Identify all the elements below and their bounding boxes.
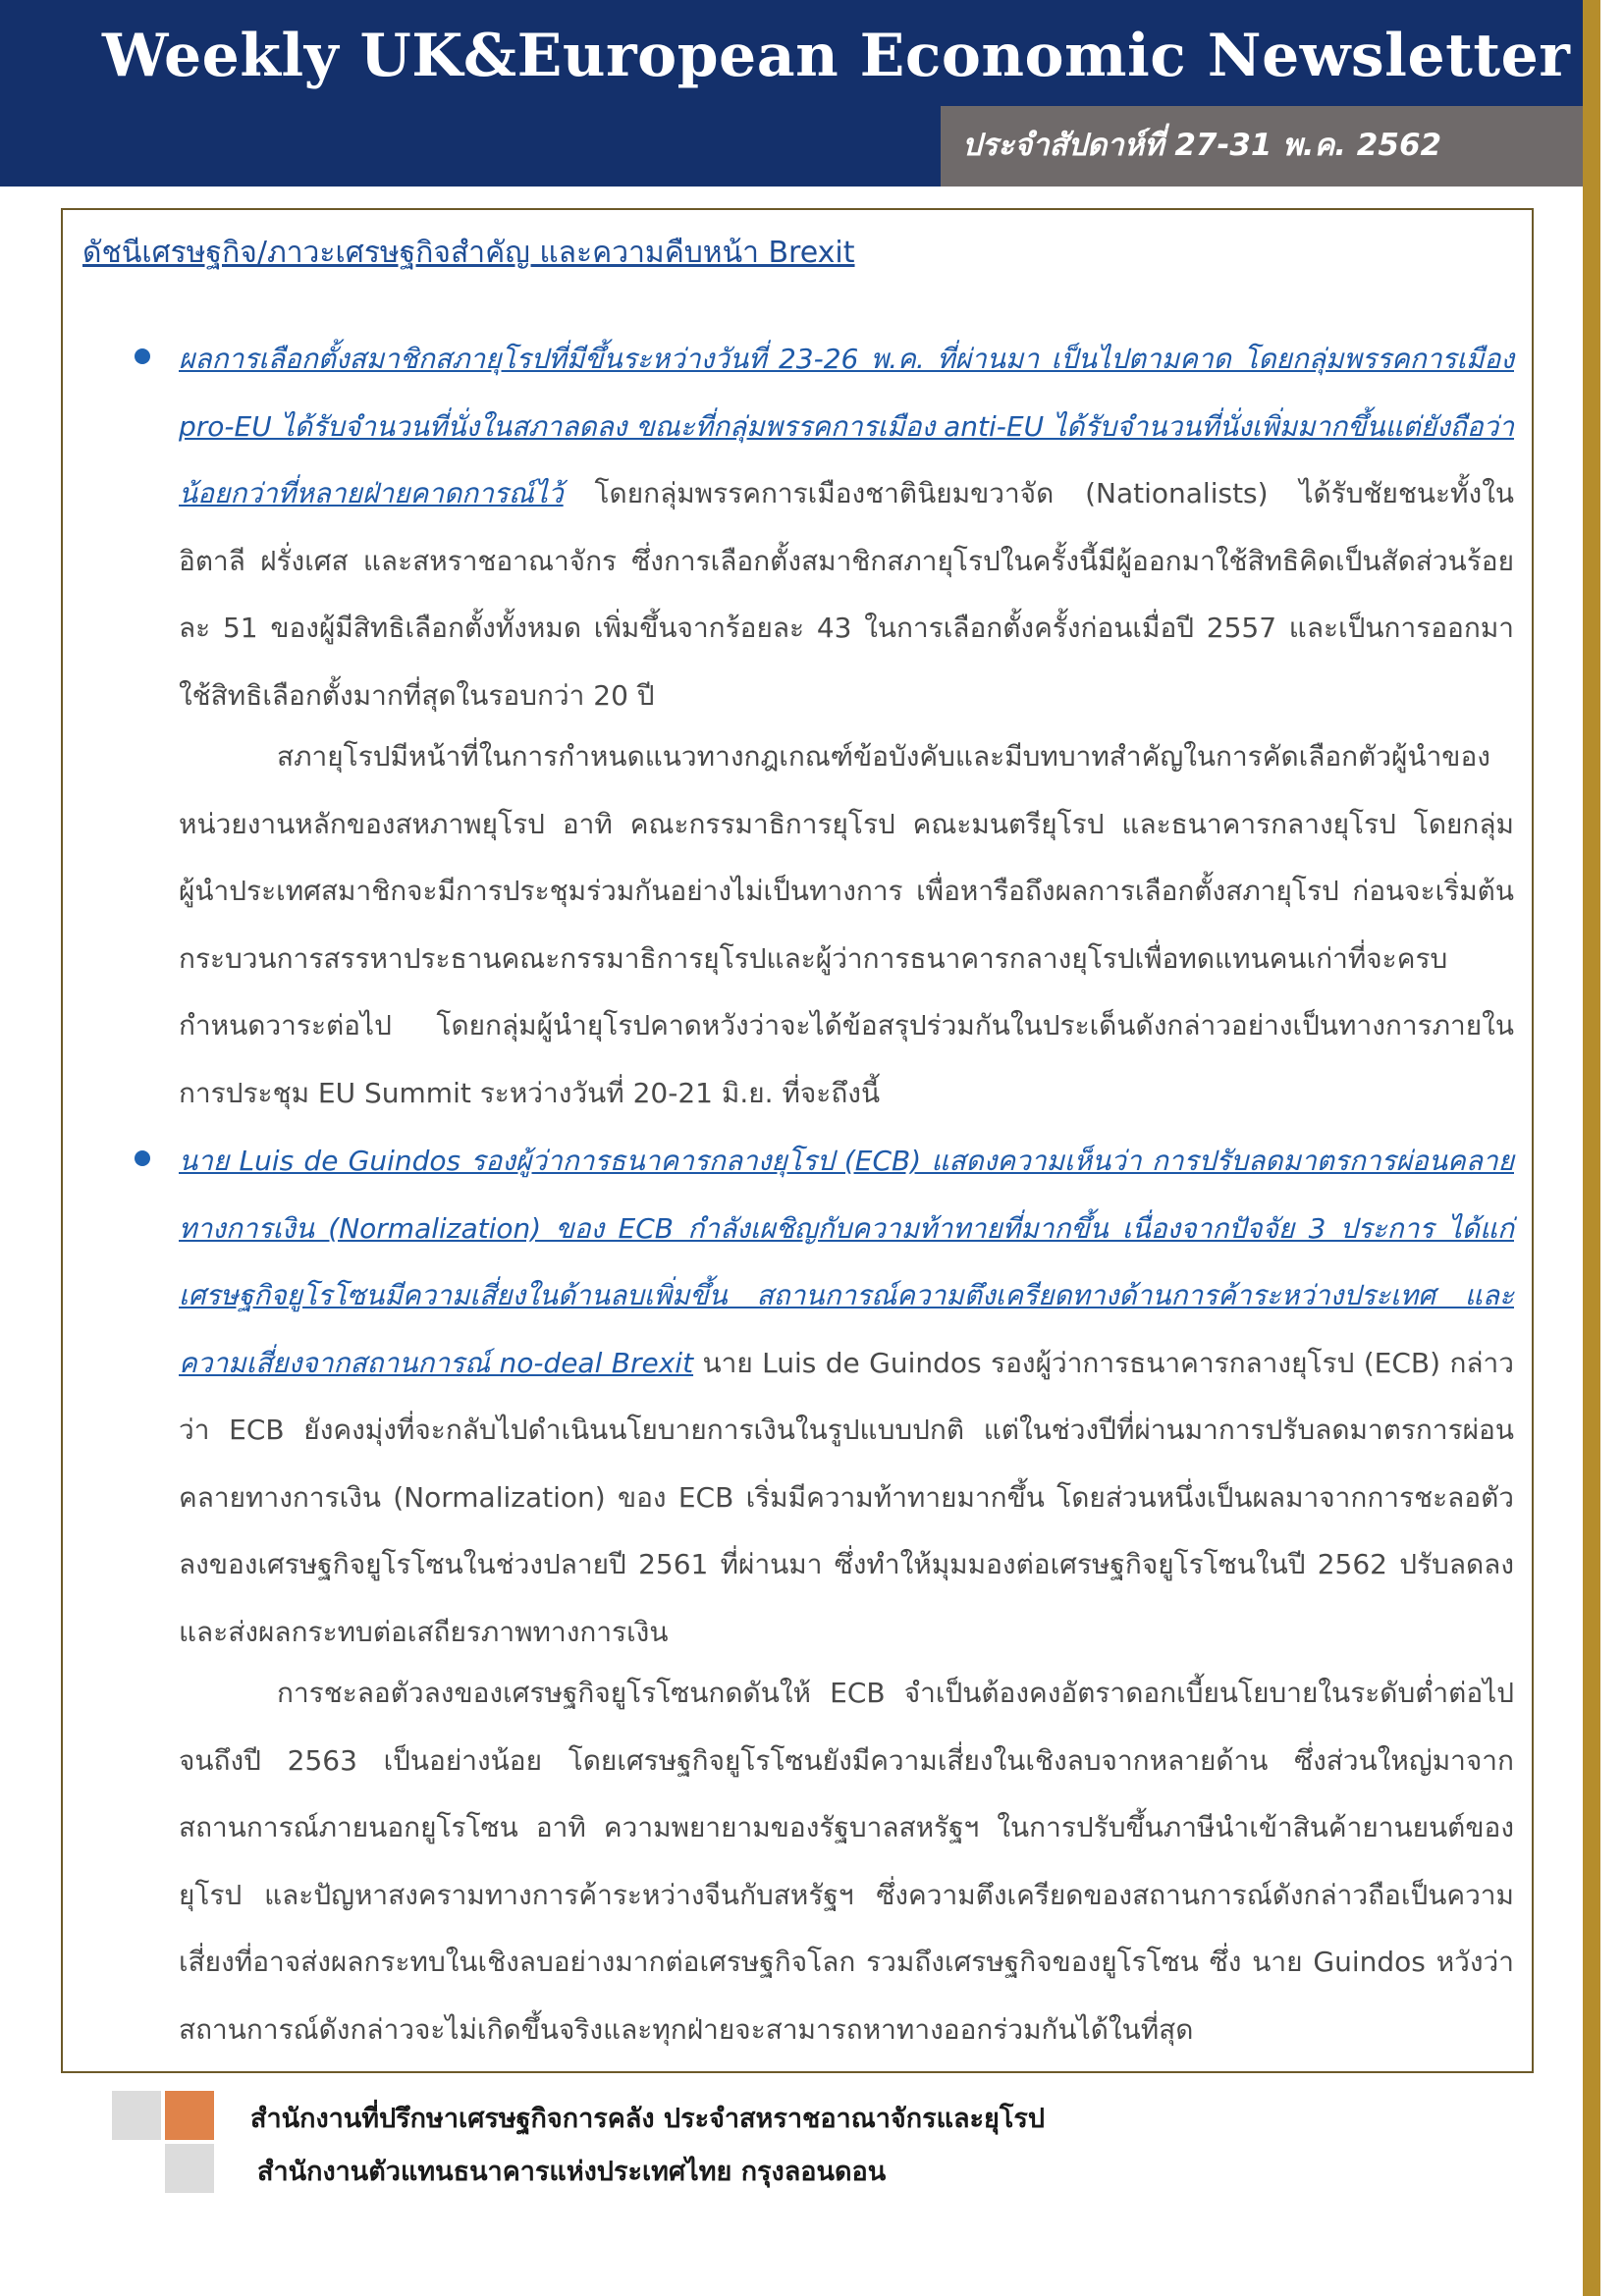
news-item-2-headline[interactable]: นาย Luis de Guindos รองผู้ว่าการธนาคารกลางยุโรป (ECB) แสดงความเห็นว่า การปรับลดมาตรการผ่อนคลายทางการเงิน (Normalization) ของ ECB กำลังเผชิญกับความท้าทายที่มากขึ้น เนื่องจากปัจจัย 3 ประการ ได้แก่ เศรษฐกิจยูโรโซนมีความเสี่ยงในด้านลบเพิ่มขึ้น สถานการณ์ความตึงเครียดทางด้านการค้าระหว่างประเทศ และความเสี่ยงจากสถานการณ์ no-deal Brexit (179, 1145, 1514, 1379)
news-item-2 (179, 1128, 1514, 1666)
news-item-1 (179, 326, 1514, 729)
news-item-2-paragraph-2: การชะลอตัวลงของเศรษฐกิจยูโรโซนกดดันให้ ECB จำเป็นต้องคงอัตราดอกเบี้ยนโยบายในระดับต่ำต่อไปจนถึงปี 2563 เป็นอย่างน้อย โดยเศรษฐกิจยูโรโซนยังมีความเสี่ยงในเชิงลบจากหลายด้าน ซึ่งส่วนใหญ่มาจากสถานการณ์ภายนอกยูโรโซน อาทิ ความพยายามของรัฐบาลสหรัฐฯ ในการปรับขึ้นภาษีนำเข้าสินค้ายานยนต์ของยุโรป และปัญหาสงครามทางการค้าระหว่างจีนกับสหรัฐฯ ซึ่งความตึงเครียดของสถานการณ์ดังกล่าวถือเป็นความเสี่ยงที่อาจส่งผลกระทบในเชิงลบอย่างมากต่อเศรษฐกิจโลก รวมถึงเศรษฐกิจของยูโรโซน ซึ่ง นาย Guindos หวังว่าสถานการณ์ดังกล่าวจะไม่เกิดขึ้นจริงและทุกฝ่ายจะสามารถหาทางออกร่วมกันได้ในที่สุด (179, 1677, 1514, 2046)
footer-square-orange (165, 2091, 214, 2140)
bullet-icon (135, 1150, 150, 1166)
news-item-1-paragraph-2: สภายุโรปมีหน้าที่ในการกำหนดแนวทางกฎเกณฑ์ข้อบังคับและมีบทบาทสำคัญในการคัดเลือกตัวผู้นำของหน่วยงานหลักของสหภาพยุโรป อาทิ คณะกรรมาธิการยุโรป คณะมนตรียุโรป และธนาคารกลางยุโรป โดยกลุ่มผู้นำประเทศสมาชิกจะมีการประชุมร่วมกันอย่างไม่เป็นทางการ เพื่อหารือถึงผลการเลือกตั้งสภายุโรป ก่อนจะเริ่มต้นกระบวนการสรรหาประธานคณะกรรมาธิการยุโรปและผู้ว่าการธนาคารกลางยุโรปเพื่อทดแทนคนเก่าที่จะครบกำหนดวาระต่อไป โดยกลุ่มผู้นำยุโรปคาดหวังว่าจะได้ข้อสรุปร่วมกันในประเด็นดังกล่าวอย่างเป็นทางการภายในการประชุม EU Summit ระหว่างวันที่ 20-21 มิ.ย. ที่จะถึงนี้ (179, 740, 1514, 1109)
newsletter-title: Weekly UK&European Economic Newsletter (102, 22, 1571, 90)
issue-date: ประจำสัปดาห์ที่ 27-31 พ.ค. 2562 (962, 128, 1442, 163)
section-title: ดัชนีเศรษฐกิจ/ภาวะเศรษฐกิจสำคัญ และความคืบหน้า Brexit (82, 236, 855, 270)
gold-side-bar (1583, 0, 1600, 2296)
footer-line-2: สำนักงานตัวแทนธนาคารแห่งประเทศไทย กรุงลอนดอน (257, 2157, 887, 2187)
footer-line-1: สำนักงานที่ปรึกษาเศรษฐกิจการคลัง ประจำสหราชอาณาจักรและยุโรป (250, 2104, 1045, 2134)
news-item-2-body: นาย Luis de Guindos รองผู้ว่าการธนาคารกลางยุโรป (ECB) กล่าวว่า ECB ยังคงมุ่งที่จะกลับไปดำเนินนโยบายการเงินในรูปแบบปกติ แต่ในช่วงปีที่ผ่านมาการปรับลดมาตรการผ่อนคลายทางการเงิน (Normalization) ของ ECB เริ่มมีความท้าทายมากขึ้น โดยส่วนหนึ่งเป็นผลมาจากการชะลอตัวลงของเศรษฐกิจยูโรโซนในช่วงปลายปี 2561 ที่ผ่านมา ซึ่งทำให้มุมมองต่อเศรษฐกิจยูโรโซนในปี 2562 ปรับลดลงและส่งผลกระทบต่อเสถียรภาพทางการเงิน (179, 1346, 1515, 1648)
footer-square-gray (112, 2091, 161, 2140)
news-item-1-body: โดยกลุ่มพรรคการเมืองชาตินิยมขวาจัด (Nationalists) ได้รับชัยชนะทั้งใน อิตาลี ฝรั่งเศส และสหราชอาณาจักร ซึ่งการเลือกตั้งสมาชิกสภายุโรปในครั้งนี้มีผู้ออกมาใช้สิทธิคิดเป็นสัดส่วนร้อยละ 51 ของผู้มีสิทธิเลือกตั้งทั้งหมด เพิ่มขึ้นจากร้อยละ 43 ในการเลือกตั้งครั้งก่อนเมื่อปี 2557 และเป็นการออกมาใช้สิทธิเลือกตั้งมากที่สุดในรอบกว่า 20 ปี (179, 477, 1515, 712)
bullet-icon (135, 348, 150, 364)
news-item-1-headline[interactable]: ผลการเลือกตั้งสมาชิกสภายุโรปที่มีขึ้นระหว่างวันที่ 23-26 พ.ค. ที่ผ่านมา เป็นไปตามคาด โดยกลุ่มพรรคการเมือง pro-EU ได้รับจำนวนที่นั่งในสภาลดลง ขณะที่กลุ่มพรรคการเมือง anti-EU ได้รับจำนวนที่นั่งเพิ่มมากขึ้นแต่ยังถือว่าน้อยกว่าที่หลายฝ่ายคาดการณ์ไว้ (179, 343, 1514, 509)
footer-square-gray (165, 2144, 214, 2193)
